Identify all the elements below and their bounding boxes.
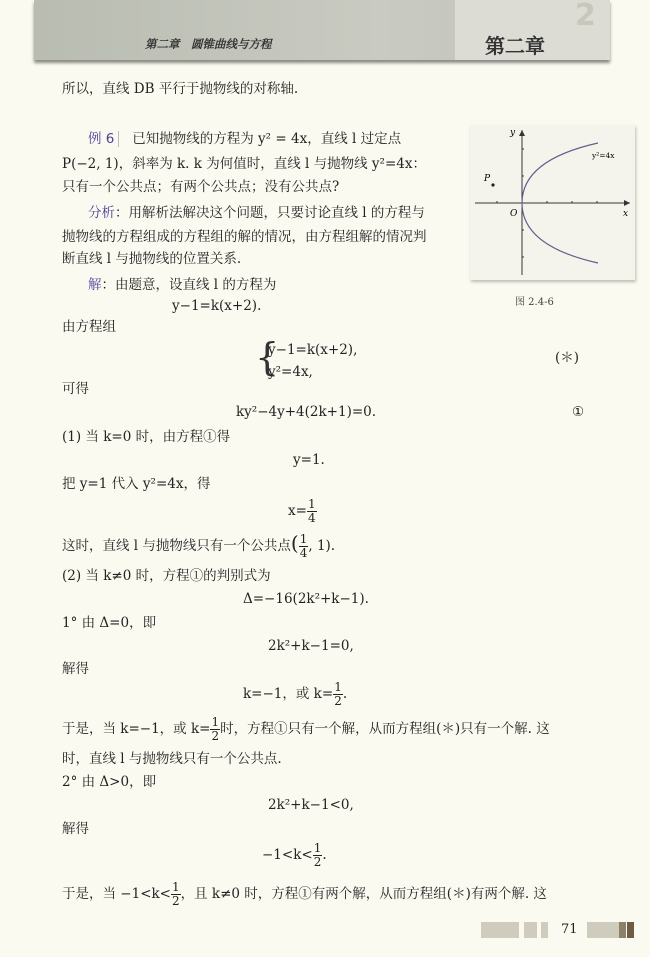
text-line <box>62 716 550 743</box>
example-label: 例 6 <box>88 131 119 147</box>
example-line <box>88 130 401 148</box>
fraction: $\frac{1}{2}$ <box>172 880 180 908</box>
system-brace: { <box>255 335 280 379</box>
equation: y−1=k(x+2). <box>172 298 262 314</box>
text: 于是，当 −1<k< <box>62 886 171 902</box>
analysis-label: 分析 <box>88 205 115 221</box>
text-line: 断直线 l 与抛物线的位置关系. <box>62 251 242 267</box>
equation-text: x= <box>288 503 307 519</box>
footer-decoration <box>619 922 626 938</box>
text-line: 解得 <box>62 661 89 677</box>
text-line: P(−2, 1)，斜率为 k. k 为何值时，直线 l 与抛物线 y²=4x： <box>62 156 426 172</box>
text-line: (1) 当 k=0 时，由方程①得 <box>62 429 231 445</box>
footer-decoration <box>481 922 519 938</box>
running-header-title: 第二章 圆锥曲线与方程 <box>145 37 272 51</box>
text-line: 所以，直线 DB 平行于抛物线的对称轴. <box>62 81 299 97</box>
point-p-label: P <box>484 174 491 184</box>
footer-decoration <box>524 922 537 938</box>
fraction: $\frac{1}{2}$ <box>211 715 220 743</box>
text-line: 抛物线的方程组成的方程组的解的情况，由方程组解的情况判 <box>62 229 427 245</box>
solution-line <box>88 276 276 294</box>
y-axis-label: y <box>510 128 516 138</box>
text-line <box>62 881 547 908</box>
fraction: $\frac{1}{4}$ <box>307 497 316 525</box>
origin-label: O <box>510 209 518 219</box>
solution-label: 解 <box>88 277 102 293</box>
equation-tag: ① <box>572 404 585 420</box>
chapter-label: 第二章 <box>485 34 545 58</box>
figure-parabola <box>470 125 635 280</box>
footer-decoration <box>541 922 548 938</box>
x-axis-label: x <box>623 209 629 219</box>
footer-decoration <box>627 922 634 938</box>
equation: 2k²+k−1<0, <box>268 797 354 813</box>
text: 时，方程①只有一个解，从而方程组(＊)只有一个解. 这 <box>220 721 550 737</box>
text-line: 把 y=1 代入 y²=4x，得 <box>62 476 211 492</box>
equation: y=1. <box>293 452 325 468</box>
parabola-graph <box>470 125 635 280</box>
equation <box>262 842 327 869</box>
fraction: $\frac{1}{4}$ <box>299 532 308 560</box>
text-line: 这时，直线 l 与抛物线只有一个公共点( $\frac{1}{4}$ , 1). <box>62 531 336 560</box>
text: 这时，直线 l 与抛物线只有一个公共点 <box>62 538 291 554</box>
page-number: 71 <box>561 922 578 937</box>
equation-text: k=−1，或 k= <box>243 686 334 702</box>
y-axis-arrow <box>519 130 525 136</box>
chapter-number-watermark: 2 <box>575 0 596 33</box>
equation-text: . <box>342 686 348 702</box>
text-line: 1° 由 Δ=0，即 <box>62 615 157 631</box>
analysis-line <box>88 204 425 222</box>
x-axis-arrow <box>624 200 630 206</box>
text: , 1). <box>308 538 336 554</box>
solution-text: ：由题意，设直线 l 的方程为 <box>101 277 277 293</box>
equation: Δ=−16(2k²+k−1). <box>243 591 369 607</box>
analysis-text: ：用解析法解决这个问题，只要讨论直线 l 的方程与 <box>115 205 425 221</box>
point-p <box>491 183 494 186</box>
equation: 2k²+k−1=0, <box>268 638 354 654</box>
footer-decoration <box>587 922 619 938</box>
text-line: 解得 <box>62 821 89 837</box>
equation-text: −1<k< <box>262 847 313 863</box>
equation: ky²−4y+4(2k+1)=0. <box>236 404 377 420</box>
text: 于是，当 k=−1，或 k= <box>62 721 211 737</box>
equation <box>243 681 347 708</box>
text-line: 2° 由 Δ>0，即 <box>62 774 157 790</box>
fraction: $\frac{1}{2}$ <box>334 680 342 708</box>
equation-tag: (＊) <box>555 350 580 366</box>
example-text: 已知抛物线的方程为 y² = 4x，直线 l 过定点 <box>132 131 402 147</box>
text-line: 只有一个公共点；有两个公共点；没有公共点? <box>62 179 340 195</box>
text-line: 可得 <box>62 381 89 397</box>
text: ，且 k≠0 时，方程①有两个解，从而方程组(＊)有两个解. 这 <box>180 886 547 902</box>
equation: y−1=k(x+2), <box>268 342 358 358</box>
equation-text: . <box>322 847 327 863</box>
curve-label: y²=4x <box>592 151 615 160</box>
text-line: (2) 当 k≠0 时，方程①的判别式为 <box>62 568 271 584</box>
figure-caption: 图 2.4-6 <box>515 297 554 308</box>
equation: y²=4x, <box>268 364 313 380</box>
equation <box>288 498 317 525</box>
text-line: 时，直线 l 与抛物线只有一个公共点. <box>62 751 282 767</box>
text-line: 由方程组 <box>62 319 116 335</box>
fraction: $\frac{1}{2}$ <box>313 841 322 869</box>
